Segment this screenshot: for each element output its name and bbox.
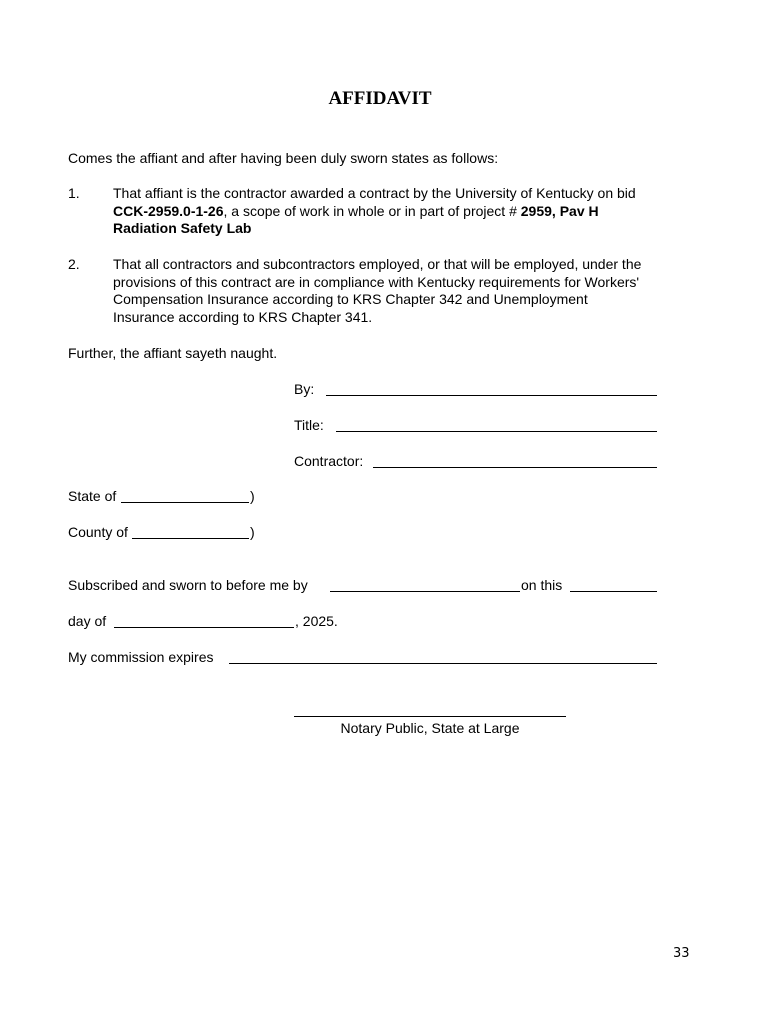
item-2-line-2: provisions of this contract are in compliance with Kentucky requirements for Workers': [113, 273, 640, 290]
item-2-line-1: That all contractors and subcontractors employed, or that will be employed, under the: [113, 256, 642, 272]
title-field-line[interactable]: [336, 431, 657, 432]
on-this-label: on this: [521, 577, 563, 593]
county-field-line[interactable]: [132, 538, 249, 539]
county-label: County of: [68, 524, 128, 540]
day-of-line[interactable]: [114, 627, 294, 628]
intro-statement: Comes the affiant and after having been duly sworn states as follows:: [68, 150, 499, 166]
item-2-number: 2.: [68, 256, 80, 272]
state-paren: ): [250, 488, 255, 504]
item-1-number: 1.: [68, 185, 80, 201]
document-title: AFFIDAVIT: [328, 88, 432, 109]
commission-label: My commission expires: [68, 649, 214, 665]
item-1-text: [113, 185, 703, 238]
sworn-by-line[interactable]: [330, 591, 520, 592]
notary-caption: Notary Public, State at Large: [340, 720, 520, 736]
page-number: 33: [673, 946, 690, 961]
state-label: State of: [68, 488, 117, 504]
contractor-label: Contractor:: [294, 453, 364, 469]
title-label: Title:: [294, 417, 324, 433]
item-1-text-b: , a scope of work in whole or in part of project #: [223, 202, 521, 219]
item-2-text: [113, 256, 703, 326]
day-of-label: day of: [68, 613, 107, 629]
by-label: By:: [294, 381, 315, 397]
county-paren: ): [250, 524, 255, 540]
commission-line[interactable]: [229, 663, 657, 664]
subscribed-label: Subscribed and sworn to before me by: [68, 577, 308, 593]
notary-signature-line[interactable]: [294, 716, 566, 717]
further-statement: Further, the affiant sayeth naught.: [68, 345, 278, 361]
state-field-line[interactable]: [121, 502, 249, 503]
project-number: 2959, Pav H: [520, 202, 599, 219]
by-signature-line[interactable]: [326, 395, 657, 396]
bid-number: CCK-2959.0-1-26: [113, 202, 224, 219]
year-text: , 2025.: [295, 613, 338, 629]
item-1-text-a: That affiant is the contractor awarded a contract by the University of Kentucky on bid: [113, 185, 636, 201]
contractor-field-line[interactable]: [373, 467, 657, 468]
item-2-line-4: Insurance according to KRS Chapter 341.: [113, 308, 373, 325]
on-this-line[interactable]: [570, 591, 657, 592]
item-2-line-3: Compensation Insurance according to KRS Chapter 342 and Unemployment: [113, 291, 588, 307]
project-name: Radiation Safety Lab: [113, 220, 252, 236]
